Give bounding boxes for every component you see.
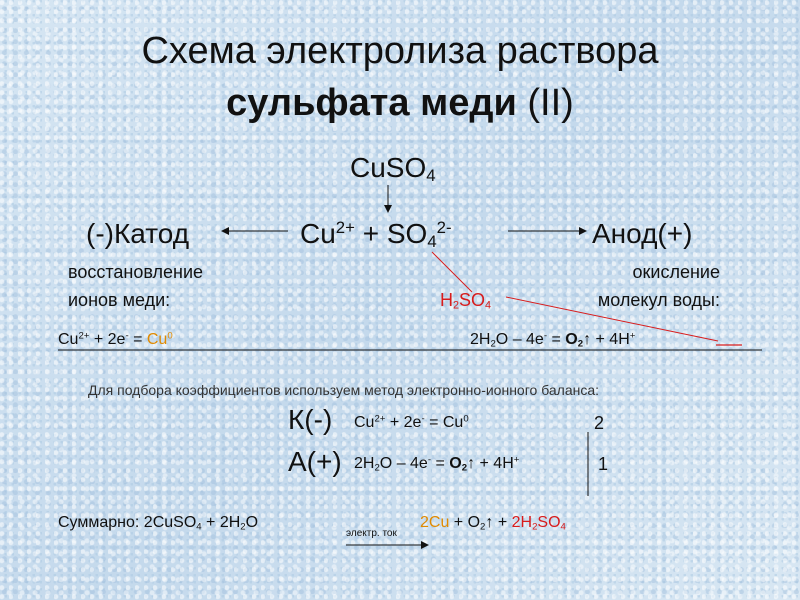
cathode-desc-2: ионов меди: [68, 290, 171, 310]
sum-l-sub2: 2 [240, 521, 246, 533]
eq-c-c: = [128, 331, 147, 348]
ba-o2: O [449, 455, 462, 472]
hydrogen-to-acid-line [506, 297, 718, 341]
sum-cu: 2Cu [420, 514, 450, 531]
eq-a-d-sup: + [629, 330, 636, 342]
cathode-label: (-)Катод [86, 218, 190, 249]
ba-d: ↑ + 4H [467, 455, 514, 472]
eq-a-b-sup: - [543, 330, 548, 342]
sum-label: Суммарно: 2CuSO [58, 514, 197, 531]
plus-so4: + SO [354, 218, 428, 249]
sum-mid: + O [449, 514, 481, 531]
eq-a-d: ↑ + 4H [583, 331, 630, 348]
eq-c-a-sup: 2+ [78, 330, 90, 342]
sulfate-to-acid-line [432, 252, 472, 292]
balance-note: Для подбора коэффициентов используем метод электронно-ионного баланса: [88, 382, 600, 398]
eq-a-b: O – 4e [495, 331, 544, 348]
acid-h: H [440, 290, 453, 310]
balance-k-label: К(-) [288, 404, 333, 435]
balance-k-coef: 2 [594, 413, 605, 433]
sum-mid-end: ↑ + [485, 514, 512, 531]
eq-c-b: + 2e [89, 331, 126, 348]
eq-c-product: Cu [146, 331, 168, 348]
eq-c-a: Cu [58, 331, 79, 348]
ba-b: O – 4e [379, 455, 428, 472]
eq-a-a-sub: 2 [490, 338, 496, 350]
title-bold-part: сульфата меди [226, 82, 517, 124]
acid-so: SO [459, 290, 486, 310]
sum-l-end: O [245, 514, 259, 531]
so4-sub: 4 [427, 232, 437, 252]
anode-desc-2: молекул воды: [597, 290, 720, 310]
cu-charge: 2+ [335, 217, 355, 237]
salt-text: CuSO [350, 152, 427, 183]
eq-a-o2: O [565, 331, 578, 348]
eq-c-product-sup: 0 [167, 330, 173, 342]
bk-b: + 2e [385, 414, 422, 431]
ba-o2-sub: 2 [461, 462, 468, 474]
ba-a-sub: 2 [374, 462, 380, 474]
sum-acid-so: SO [537, 514, 561, 531]
anode-desc-1: окисление [632, 262, 720, 282]
sum-l-sub: 4 [196, 521, 202, 533]
sum-acid-h: 2H [511, 514, 533, 531]
title-rest-part: (II) [516, 82, 574, 124]
balance-a-coef: 1 [598, 454, 609, 474]
sum-acid-sub2: 4 [560, 521, 566, 533]
cathode-desc-1: восстановление [68, 262, 204, 282]
ba-b-sup: - [427, 454, 432, 466]
acid-sub1: 2 [453, 299, 460, 312]
bk-a-sup: 2+ [374, 413, 386, 425]
ba-d-sup: + [513, 454, 520, 466]
sum-acid-sub: 2 [532, 521, 538, 533]
bk-c-sup: 0 [463, 413, 469, 425]
eq-c-b-sup: - [125, 330, 129, 342]
salt-sub: 4 [426, 166, 436, 186]
sum-mid-sub: 2 [480, 521, 486, 533]
eq-a-o2-sub: 2 [577, 338, 584, 350]
ba-a: 2H [354, 455, 375, 472]
balance-a-label: А(+) [288, 446, 342, 477]
current-label: электр. ток [346, 528, 397, 539]
anode-label: Анод(+) [592, 218, 693, 249]
eq-a-c: = [547, 331, 566, 348]
cu-ion: Cu [300, 218, 336, 249]
bk-a: Cu [354, 414, 375, 431]
bk-b-sup: - [421, 413, 425, 425]
title-line-1: Схема электролиза раствора [141, 30, 659, 72]
bk-c: = Cu [424, 414, 464, 431]
so4-charge: 2- [436, 217, 452, 237]
eq-a-a: 2H [470, 331, 491, 348]
ba-c: = [431, 455, 450, 472]
sum-l-rest: + 2H [201, 514, 241, 531]
acid-sub2: 4 [485, 299, 492, 312]
